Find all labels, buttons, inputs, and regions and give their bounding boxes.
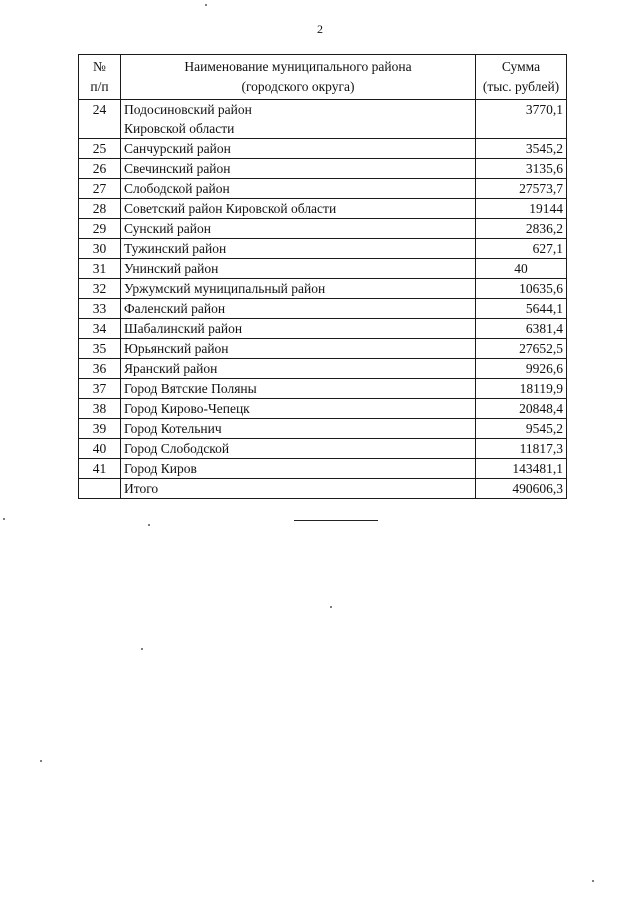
district-name: Юрьянский район [121, 339, 476, 359]
district-name: Яранский район [121, 359, 476, 379]
amount: 2836,2 [476, 219, 567, 239]
district-name: Город Котельнич [121, 419, 476, 439]
table-row [79, 319, 567, 339]
district-name: Тужинский район [121, 239, 476, 259]
amount: 143481,1 [476, 459, 567, 479]
table-header [79, 55, 567, 100]
row-number: 39 [79, 419, 121, 439]
table-row [79, 359, 567, 379]
row-number: 37 [79, 379, 121, 399]
total-amount: 490606,3 [476, 479, 567, 499]
table-body [79, 100, 567, 499]
district-name: Город Киров [121, 459, 476, 479]
district-name: Город Кирово-Чепецк [121, 399, 476, 419]
row-number: 33 [79, 299, 121, 319]
district-name: Свечинский район [121, 159, 476, 179]
table-row [79, 399, 567, 419]
row-number: 32 [79, 279, 121, 299]
table-row [79, 239, 567, 259]
row-number: 36 [79, 359, 121, 379]
table-row [79, 459, 567, 479]
table-row [79, 299, 567, 319]
amount: 20848,4 [476, 399, 567, 419]
scan-speck [40, 760, 42, 762]
amount: 9545,2 [476, 419, 567, 439]
closing-rule [294, 520, 378, 521]
row-number: 28 [79, 199, 121, 219]
district-name: Санчурский район [121, 139, 476, 159]
district-name: Сунский район [121, 219, 476, 239]
district-name: Фаленский район [121, 299, 476, 319]
table-row [79, 199, 567, 219]
table-row [79, 279, 567, 299]
amount: 11817,3 [476, 439, 567, 459]
amount: 3135,6 [476, 159, 567, 179]
amount: 6381,4 [476, 319, 567, 339]
table-row [79, 339, 567, 359]
table-row [79, 259, 567, 279]
amount: 40 [476, 259, 567, 279]
row-number: 41 [79, 459, 121, 479]
header-num: № п/п [79, 55, 121, 100]
allocation-table [78, 54, 567, 499]
amount: 5644,1 [476, 299, 567, 319]
district-name: Унинский район [121, 259, 476, 279]
row-number: 34 [79, 319, 121, 339]
amount: 3545,2 [476, 139, 567, 159]
amount: 3770,1 [476, 100, 567, 139]
amount: 19144 [476, 199, 567, 219]
scan-speck [148, 524, 150, 526]
scan-speck [330, 606, 332, 608]
row-number: 27 [79, 179, 121, 199]
row-number: 24 [79, 100, 121, 139]
table-row [79, 419, 567, 439]
amount: 9926,6 [476, 359, 567, 379]
row-number: 38 [79, 399, 121, 419]
scan-speck [205, 4, 207, 6]
page-number: 2 [317, 22, 323, 36]
district-name: Шабалинский район [121, 319, 476, 339]
district-name: Город Вятские Поляны [121, 379, 476, 399]
scan-speck [3, 518, 5, 520]
amount: 27573,7 [476, 179, 567, 199]
district-name: Слободской район [121, 179, 476, 199]
row-number: 29 [79, 219, 121, 239]
amount: 27652,5 [476, 339, 567, 359]
table-row [79, 159, 567, 179]
header-row [79, 55, 567, 100]
header-sum: Сумма (тыс. рублей) [476, 55, 567, 100]
total-number [79, 479, 121, 499]
total-row [79, 479, 567, 499]
table-row [79, 379, 567, 399]
district-name: Уржумский муниципальный район [121, 279, 476, 299]
district-name: Советский район Кировской области [121, 199, 476, 219]
row-number: 25 [79, 139, 121, 159]
row-number: 30 [79, 239, 121, 259]
district-name: Город Слободской [121, 439, 476, 459]
table-row [79, 139, 567, 159]
table-row [79, 100, 567, 139]
scan-speck [141, 648, 143, 650]
table-row [79, 179, 567, 199]
amount: 627,1 [476, 239, 567, 259]
total-label: Итого [121, 479, 476, 499]
table-row [79, 439, 567, 459]
amount: 10635,6 [476, 279, 567, 299]
row-number: 40 [79, 439, 121, 459]
row-number: 35 [79, 339, 121, 359]
table-row [79, 219, 567, 239]
header-name: Наименование муниципального района (городского округа) [121, 55, 476, 100]
amount: 18119,9 [476, 379, 567, 399]
district-name: Подосиновский район Кировской области [121, 100, 476, 139]
row-number: 26 [79, 159, 121, 179]
row-number: 31 [79, 259, 121, 279]
scan-speck [592, 880, 594, 882]
